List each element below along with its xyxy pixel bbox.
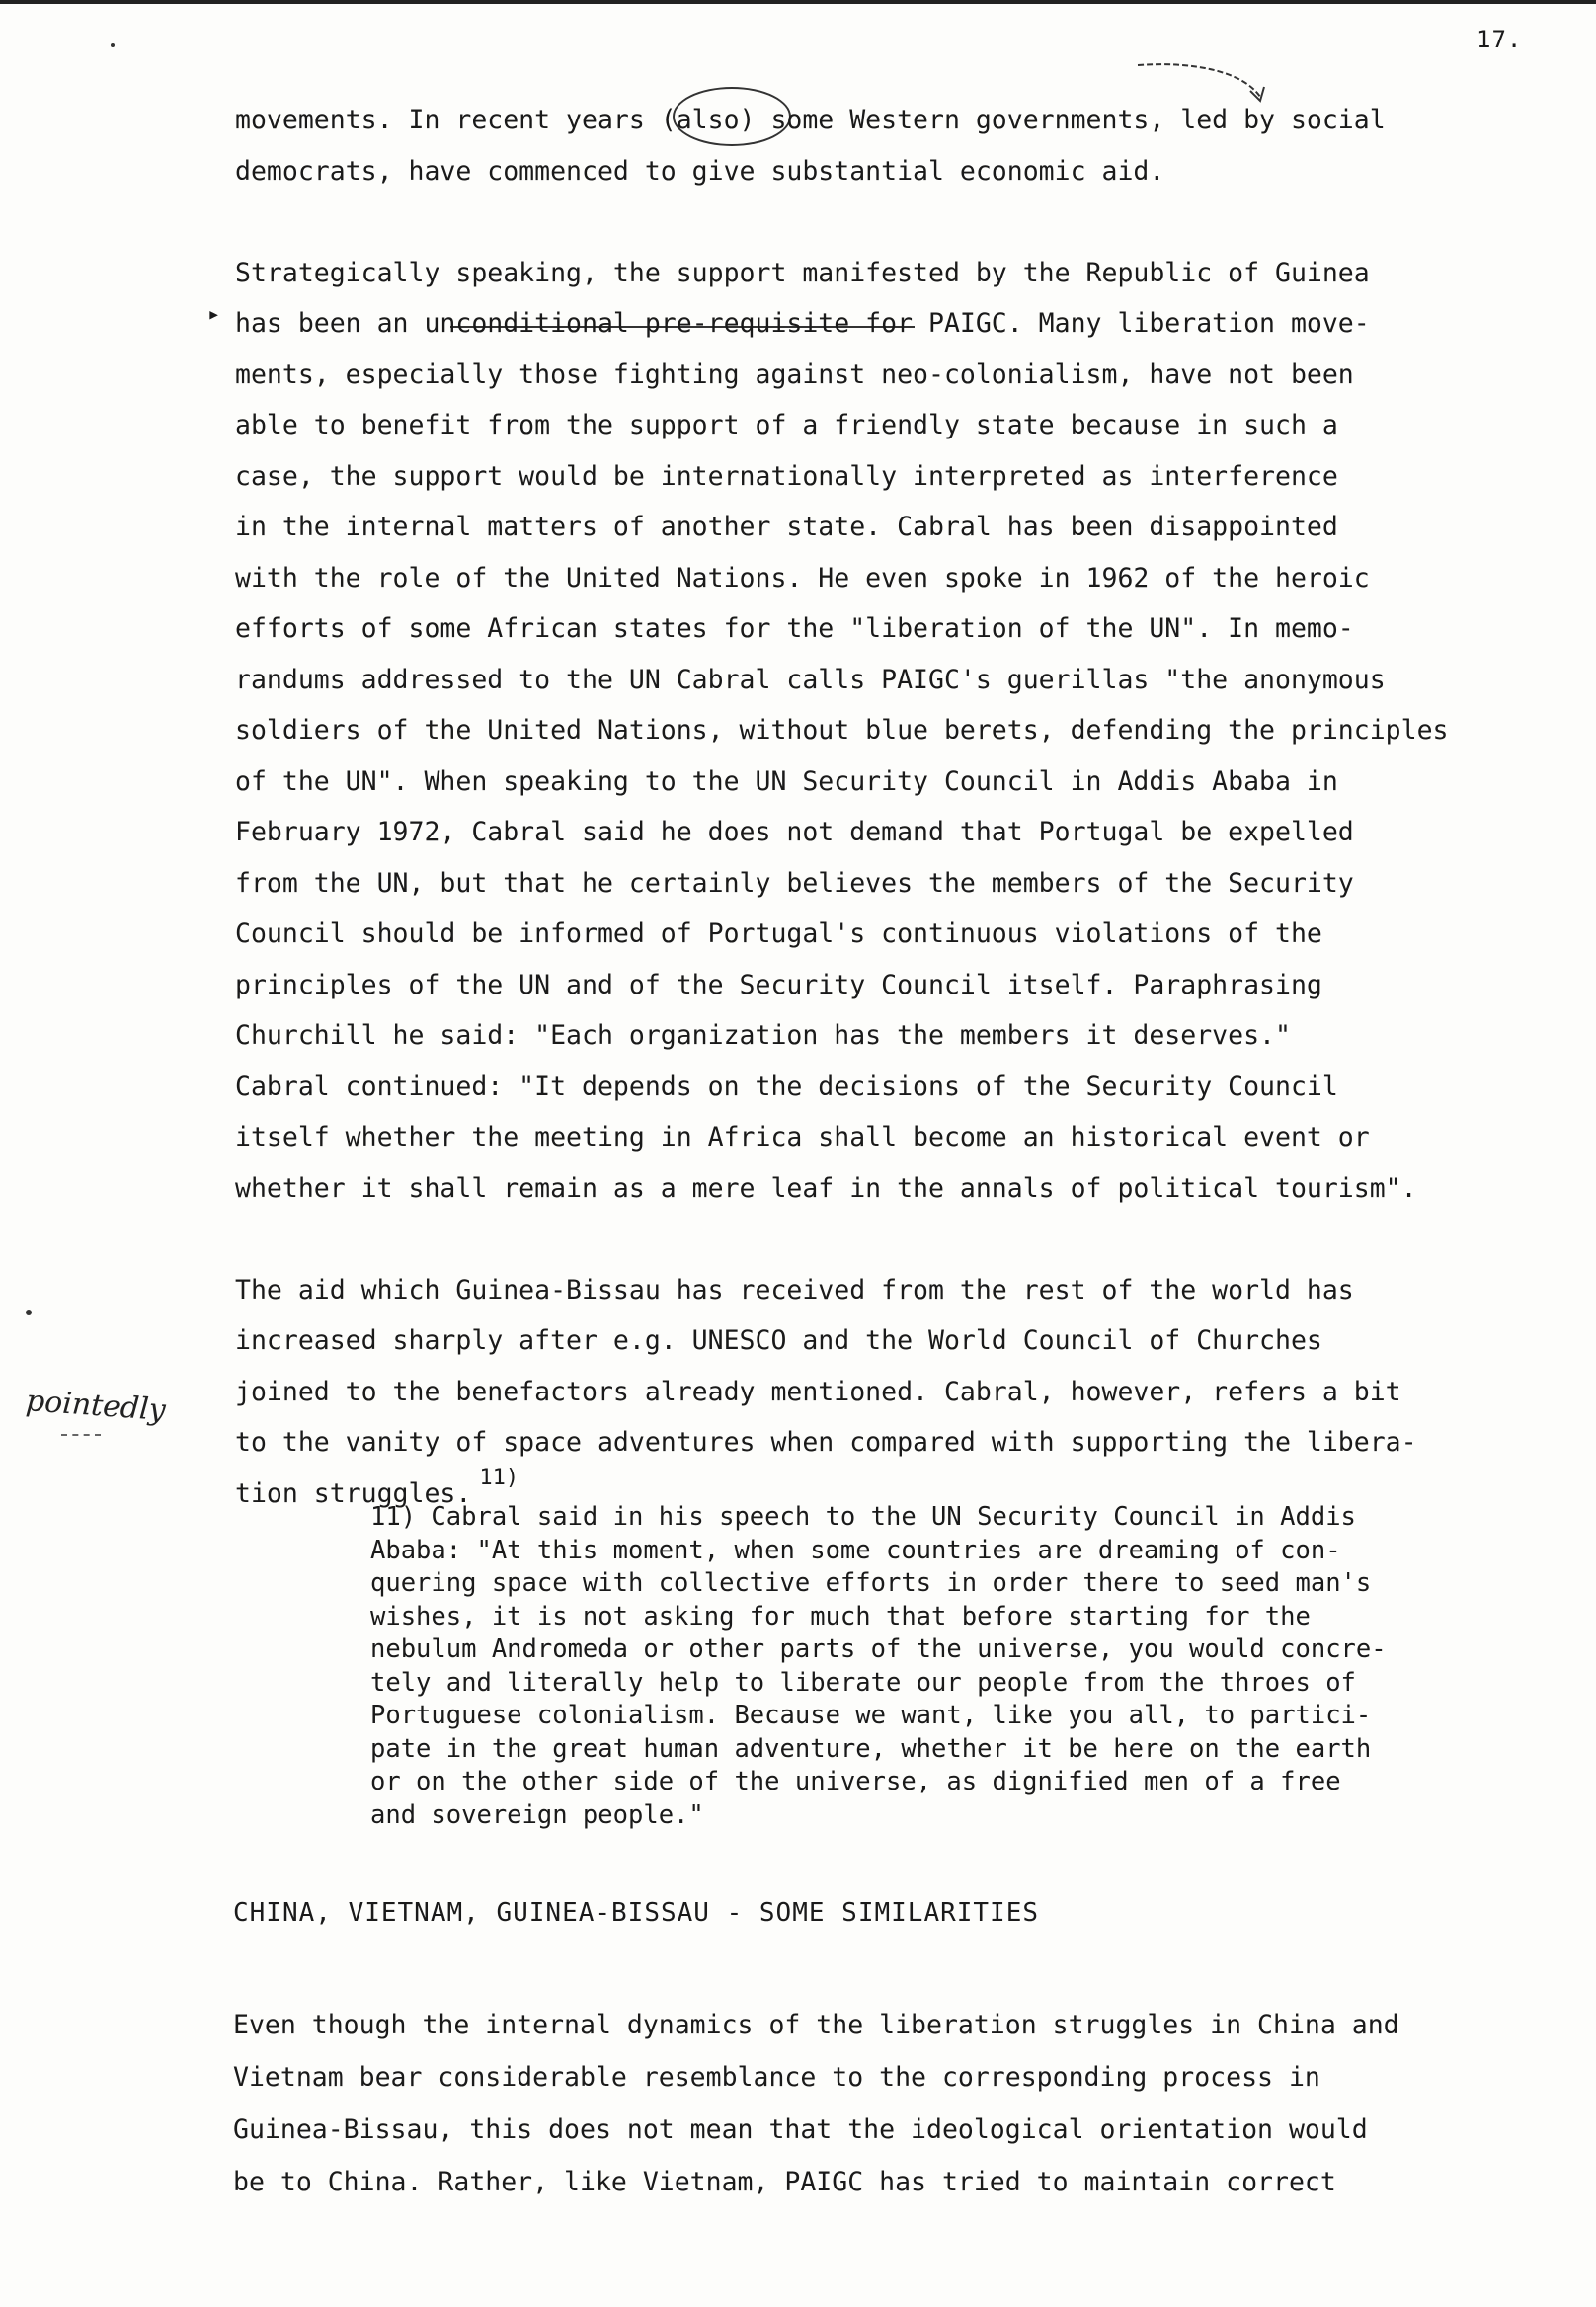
- text-line: Council should be informed of Portugal's continuous violations of the: [235, 918, 1322, 949]
- paragraph-gap: [235, 1214, 1449, 1265]
- page-number: 17.: [1476, 26, 1523, 53]
- margin-note: pointedly: [24, 1384, 167, 1428]
- footnote-line: wishes, it is not asking for much that before starting for the: [370, 1601, 1311, 1631]
- text-line: case, the support would be internationally interpreted as interference: [235, 460, 1338, 492]
- text-line: with the role of the United Nations. He even spoke in 1962 of the heroic: [235, 562, 1370, 594]
- footnote-line: tely and literally help to liberate our people from the throes of: [370, 1667, 1356, 1698]
- footnote-line: or on the other side of the universe, as dignified men of a free: [370, 1767, 1341, 1796]
- text-line: movements. In recent years (also) some Western governments, led by social: [235, 105, 1386, 135]
- text-line: from the UN, but that he certainly believes the members of the Security: [235, 867, 1354, 899]
- section-heading: CHINA, VIETNAM, GUINEA-BISSAU - SOME SIMILARITIES: [233, 1898, 1040, 1928]
- top-rule: [0, 0, 1596, 4]
- text-line: in the internal matters of another state. Cabral has been disappointed: [235, 512, 1338, 542]
- scan-speck: [111, 43, 115, 47]
- text-line: Strategically speaking, the support manifested by the Republic of Guinea: [235, 257, 1370, 288]
- footnote-line: pate in the great human adventure, whether it be here on the earth: [370, 1733, 1372, 1764]
- text-line: able to benefit from the support of a friendly state because in such a: [235, 410, 1338, 440]
- text-line: democrats, have commenced to give substantial economic aid.: [235, 155, 1165, 187]
- text-line: Even though the internal dynamics of the liberation struggles in China and: [233, 2010, 1399, 2040]
- footnote-line: 11) Cabral said in his speech to the UN Security Council in Addis: [370, 1502, 1356, 1532]
- footnote-reference: 11): [479, 1465, 519, 1490]
- footnote-line: Ababa: "At this moment, when some countries are dreaming of con-: [370, 1535, 1341, 1565]
- text-line: increased sharply after e.g. UNESCO and the World Council of Churches: [235, 1325, 1322, 1356]
- text-line-content: tion struggles.: [235, 1477, 472, 1509]
- text-line: Guinea-Bissau, this does not mean that the ideological orientation would: [233, 2114, 1368, 2145]
- section-body: [233, 1999, 1399, 2208]
- text-line: ments, especially those fighting against neo-colonialism, have not been: [235, 358, 1354, 390]
- footnote-line: and sovereign people.": [370, 1799, 704, 1830]
- text-line: Churchill he said: "Each organization has the members it deserves.": [235, 1020, 1291, 1051]
- footnote-line: nebulum Andromeda or other parts of the universe, you would concre-: [370, 1634, 1387, 1664]
- text-line: Vietnam bear considerable resemblance to the corresponding process in: [233, 2062, 1320, 2093]
- text-line: to the vanity of space adventures when compared with supporting the libera-: [235, 1427, 1417, 1458]
- margin-arrow-icon: ▸: [207, 302, 221, 327]
- text-line: February 1972, Cabral said he does not demand that Portugal be expelled: [235, 817, 1354, 847]
- text-line: of the UN". When speaking to the UN Security Council in Addis Ababa in: [235, 765, 1338, 797]
- text-line: principles of the UN and of the Security Council itself. Paraphrasing: [235, 969, 1322, 1000]
- body-text: [235, 95, 1449, 1519]
- paragraph-gap: [235, 197, 1449, 248]
- text-line: itself whether the meeting in Africa shall become an historical event or: [235, 1122, 1370, 1153]
- text-line: has been an unconditional pre-requisite for PAIGC. Many liberation move-: [235, 308, 1370, 339]
- text-line: whether it shall remain as a mere leaf in the annals of political tourism".: [235, 1172, 1417, 1204]
- footnote: [370, 1501, 1387, 1832]
- text-line: The aid which Guinea-Bissau has received from the rest of the world has: [235, 1274, 1354, 1306]
- text-line: Cabral continued: "It depends on the decisions of the Security Council: [235, 1071, 1338, 1102]
- margin-note-underline: [61, 1434, 101, 1438]
- text-line: be to China. Rather, like Vietnam, PAIGC has tried to maintain correct: [233, 2167, 1336, 2197]
- text-line: efforts of some African states for the "liberation of the UN". In memo-: [235, 613, 1354, 644]
- text-line: randums addressed to the UN Cabral calls PAIGC's guerillas "the anonymous: [235, 664, 1386, 695]
- footnote-line: Portuguese colonialism. Because we want, like you all, to partici-: [370, 1701, 1372, 1730]
- footnote-line: quering space with collective efforts in order there to seed man's: [370, 1568, 1372, 1598]
- text-line: joined to the benefactors already mentioned. Cabral, however, refers a bit: [235, 1376, 1401, 1407]
- scan-speck: [26, 1310, 32, 1315]
- text-line: soldiers of the United Nations, without blue berets, defending the principles: [235, 715, 1449, 746]
